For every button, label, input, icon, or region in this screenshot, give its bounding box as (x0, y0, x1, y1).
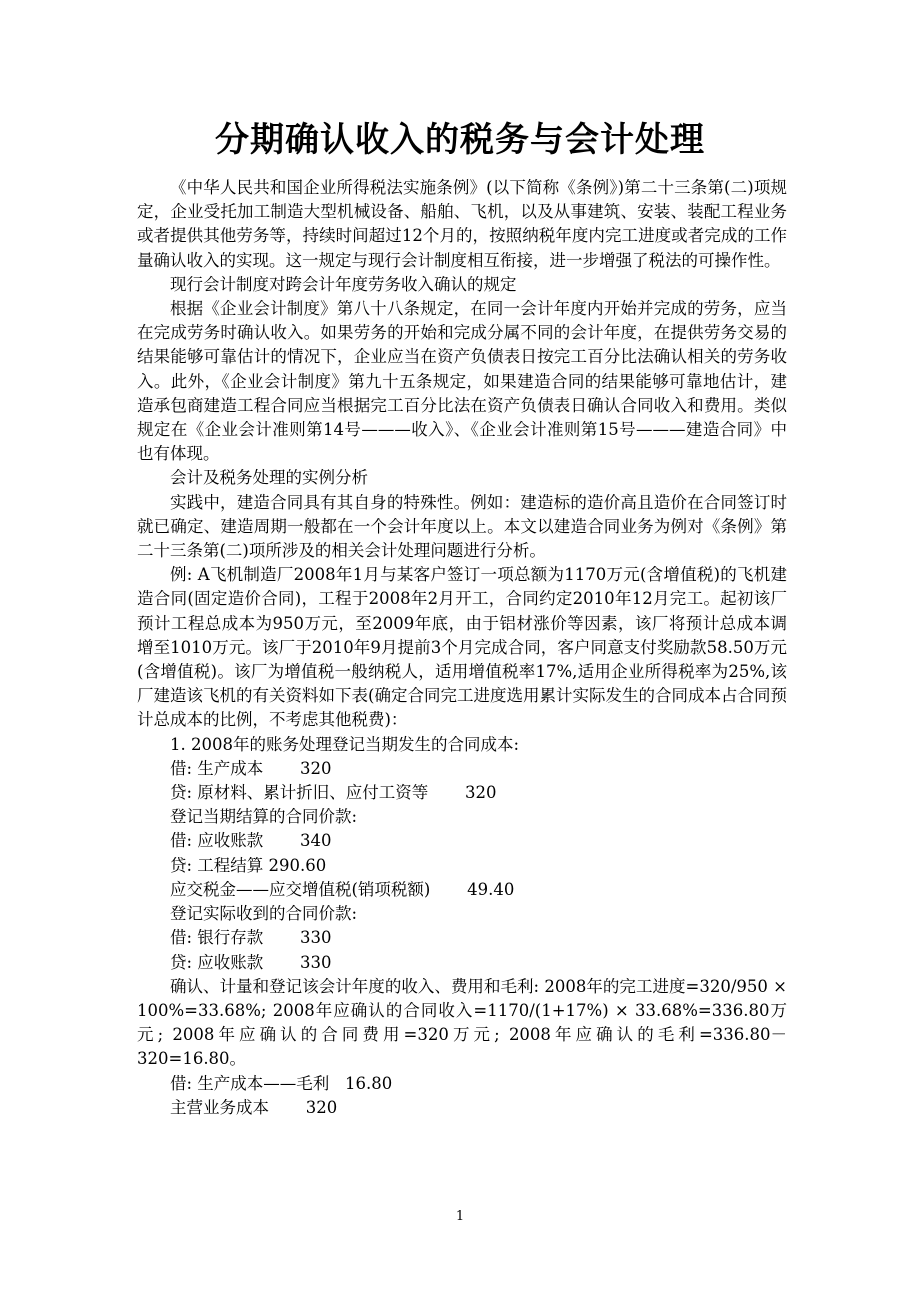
journal-entry-line: 借: 银行存款 330 (170, 928, 332, 948)
document-title: 分期确认收入的税务与会计处理 (215, 120, 705, 160)
journal-entry-line: 登记实际收到的合同价款: (170, 904, 358, 924)
journal-entry-line: 借: 生产成本——毛利 16.80 (170, 1073, 393, 1093)
journal-entry-line: 贷: 应收账款 330 (170, 952, 332, 972)
journal-entry-line: 借: 应收账款 340 (170, 831, 332, 851)
journal-entry-line: 主营业务成本 320 (170, 1097, 338, 1117)
intro-paragraph: 《中华人民共和国企业所得税法实施条例》(以下简称《条例》)第二十三条第(二)项规定，企业受托加工制造大型机械设备、船舶、飞机，以及从事建筑、安装、装配工程业务或者提供其他劳务等，持续时间超过12个月的，按照纳税年度内完工进度或者完成的工作量确认收入的实现。这一规定与现行会计制度相互衔接，进一步增强了税法的可操作性。 (137, 178, 787, 270)
practice-paragraph: 实践中，建造合同具有其自身的特殊性。例如：建造标的造价高且造价在合同签订时就已确定、建造周期一般都在一个会计年度以上。本文以建造合同业务为例对《条例》第二十三条第(二)项所涉及的相关会计处理问题进行分析。 (137, 492, 787, 561)
journal-entry-line: 1. 2008年的账务处理登记当期发生的合同成本: (170, 734, 520, 754)
page-number: 1 (455, 1209, 465, 1224)
section-heading-example: 会计及税务处理的实例分析 (170, 468, 368, 488)
document-body (137, 176, 787, 1120)
journal-entry-line: 应交税金——应交增值税(销项税额) 49.40 (170, 879, 515, 899)
summary-paragraph: 确认、计量和登记该会计年度的收入、费用和毛利: 2008年的完工进度=320/950 × 100%=33.68%; 2008年应确认的合同收入=1170/(1+17%) × 33.68%=336.80万元; 2008年应确认的合同费用=320万元; 2008年应确认的毛利=336.80－320=16.80。 (137, 976, 787, 1069)
section-heading-rules: 现行会计制度对跨会计年度劳务收入确认的规定 (170, 274, 517, 294)
journal-entry-line: 贷: 原材料、累计折旧、应付工资等 320 (170, 783, 497, 803)
journal-entry-line: 登记当期结算的合同价款: (170, 807, 358, 827)
example-paragraph: 例: A飞机制造厂2008年1月与某客户签订一项总额为1170万元(含增值税)的飞机建造合同(固定造价合同)，工程于2008年2月开工，合同约定2010年12月完工。起初该厂预计工程总成本为950万元，至2009年底，由于铝材涨价等因素，该厂将预计总成本调增至1010万元。该厂于2010年9月提前3个月完成合同，客户同意支付奖励款58.50万元(含增值税)。该厂为增值税一般纳税人，适用增值税率17%,适用企业所得税率为25%,该厂建造该飞机的有关资料如下表(确定合同完工进度选用累计实际发生的合同成本占合同预计总成本的比例，不考虑其他税费)： (137, 565, 787, 730)
journal-entry-line: 贷: 工程结算 290.60 (170, 855, 327, 875)
journal-entry-line: 借: 生产成本 320 (170, 758, 332, 778)
rules-paragraph: 根据《企业会计制度》第八十八条规定，在同一会计年度内开始并完成的劳务，应当在完成劳务时确认收入。如果劳务的开始和完成分属不同的会计年度，在提供劳务交易的结果能够可靠估计的情况下，企业应当在资产负债表日按完工百分比法确认相关的劳务收入。此外，《企业会计制度》第九十五条规定，如果建造合同的结果能够可靠地估计，建造承包商建造工程合同应当根据完工百分比法在资产负债表日确认合同收入和费用。类似规定在《企业会计准则第14号———收入》、《企业会计准则第15号———建造合同》中也有体现。 (137, 299, 787, 464)
